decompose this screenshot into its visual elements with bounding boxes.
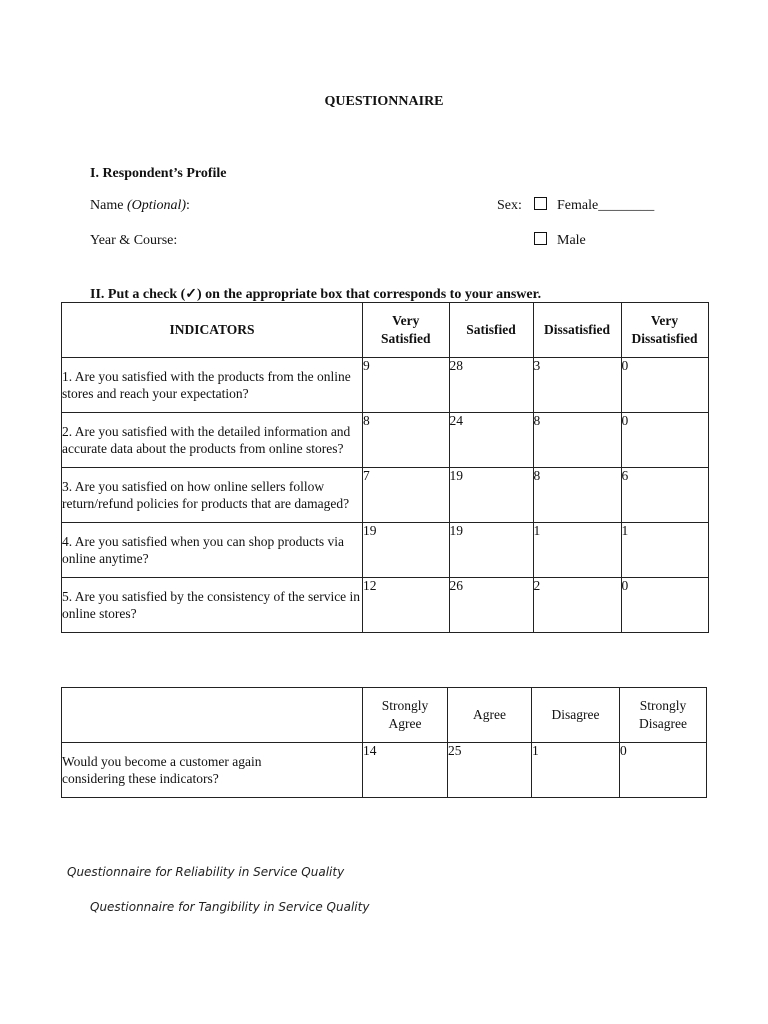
value-cell: 6 bbox=[621, 468, 708, 523]
name-label: Name bbox=[90, 198, 124, 213]
male-checkbox[interactable] bbox=[534, 232, 547, 245]
female-option bbox=[557, 198, 654, 214]
header-empty bbox=[62, 688, 363, 743]
table-row bbox=[62, 523, 709, 578]
header-strongly-agree: Strongly Agree bbox=[363, 688, 448, 743]
agreement-table bbox=[61, 687, 707, 798]
indicator-cell: 2. Are you satisfied with the detailed information and accurate data about the products from online stores? bbox=[62, 413, 363, 468]
value-cell: 9 bbox=[363, 358, 450, 413]
value-cell: 26 bbox=[449, 578, 533, 633]
name-field bbox=[90, 198, 190, 214]
satisfaction-table bbox=[61, 302, 709, 633]
sex-label: Sex: bbox=[497, 198, 522, 213]
value-cell: 19 bbox=[363, 523, 450, 578]
value-cell: 8 bbox=[533, 413, 621, 468]
indicator-cell: 5. Are you satisfied by the consistency of the service in online stores? bbox=[62, 578, 363, 633]
header-dissatisfied: Dissatisfied bbox=[533, 303, 621, 358]
header-very-satisfied: Very Satisfied bbox=[363, 303, 450, 358]
caption-tangibility: Questionnaire for Tangibility in Service Quality bbox=[90, 900, 370, 914]
value-cell: 1 bbox=[621, 523, 708, 578]
indicator-cell: 1. Are you satisfied with the products from the online stores and reach your expectation? bbox=[62, 358, 363, 413]
table-header-row bbox=[62, 303, 709, 358]
value-cell: 1 bbox=[533, 523, 621, 578]
table-row bbox=[62, 468, 709, 523]
document-title: QUESTIONNAIRE bbox=[324, 94, 444, 109]
value-cell: 12 bbox=[363, 578, 450, 633]
value-cell: 0 bbox=[621, 358, 708, 413]
table-header-row bbox=[62, 688, 707, 743]
value-cell: 14 bbox=[363, 743, 448, 798]
indicator-cell: Would you become a customer again considering these indicators? bbox=[62, 743, 363, 798]
value-cell: 0 bbox=[621, 413, 708, 468]
table-row bbox=[62, 578, 709, 633]
value-cell: 19 bbox=[449, 523, 533, 578]
female-label: Female bbox=[557, 198, 599, 213]
value-cell: 1 bbox=[532, 743, 620, 798]
value-cell: 8 bbox=[363, 413, 450, 468]
value-cell: 2 bbox=[533, 578, 621, 633]
indicator-cell: 3. Are you satisfied on how online sellers follow return/refund policies for products that are damaged? bbox=[62, 468, 363, 523]
value-cell: 25 bbox=[448, 743, 532, 798]
header-indicators: INDICATORS bbox=[62, 303, 363, 358]
table-row bbox=[62, 358, 709, 413]
header-satisfied: Satisfied bbox=[449, 303, 533, 358]
female-blank-line: ________ bbox=[598, 198, 655, 213]
header-strongly-disagree: Strongly Disagree bbox=[620, 688, 707, 743]
value-cell: 0 bbox=[621, 578, 708, 633]
section2-heading: II. Put a check (✓) on the appropriate box that corresponds to your answer. bbox=[90, 287, 542, 302]
value-cell: 28 bbox=[449, 358, 533, 413]
male-label: Male bbox=[557, 233, 586, 248]
name-colon: : bbox=[186, 198, 190, 213]
value-cell: 19 bbox=[449, 468, 533, 523]
caption-reliability: Questionnaire for Reliability in Service Quality bbox=[67, 865, 345, 879]
year-course-label: Year & Course: bbox=[90, 233, 178, 248]
female-checkbox[interactable] bbox=[534, 197, 547, 210]
value-cell: 7 bbox=[363, 468, 450, 523]
name-optional-note: (Optional) bbox=[126, 198, 187, 213]
header-very-dissatisfied: Very Dissatisfied bbox=[621, 303, 708, 358]
section1-heading: I. Respondent’s Profile bbox=[90, 166, 227, 181]
value-cell: 3 bbox=[533, 358, 621, 413]
header-agree: Agree bbox=[448, 688, 532, 743]
value-cell: 8 bbox=[533, 468, 621, 523]
value-cell: 0 bbox=[620, 743, 707, 798]
table-row bbox=[62, 413, 709, 468]
table-row bbox=[62, 743, 707, 798]
header-disagree: Disagree bbox=[532, 688, 620, 743]
value-cell: 24 bbox=[449, 413, 533, 468]
indicator-cell: 4. Are you satisfied when you can shop products via online anytime? bbox=[62, 523, 363, 578]
